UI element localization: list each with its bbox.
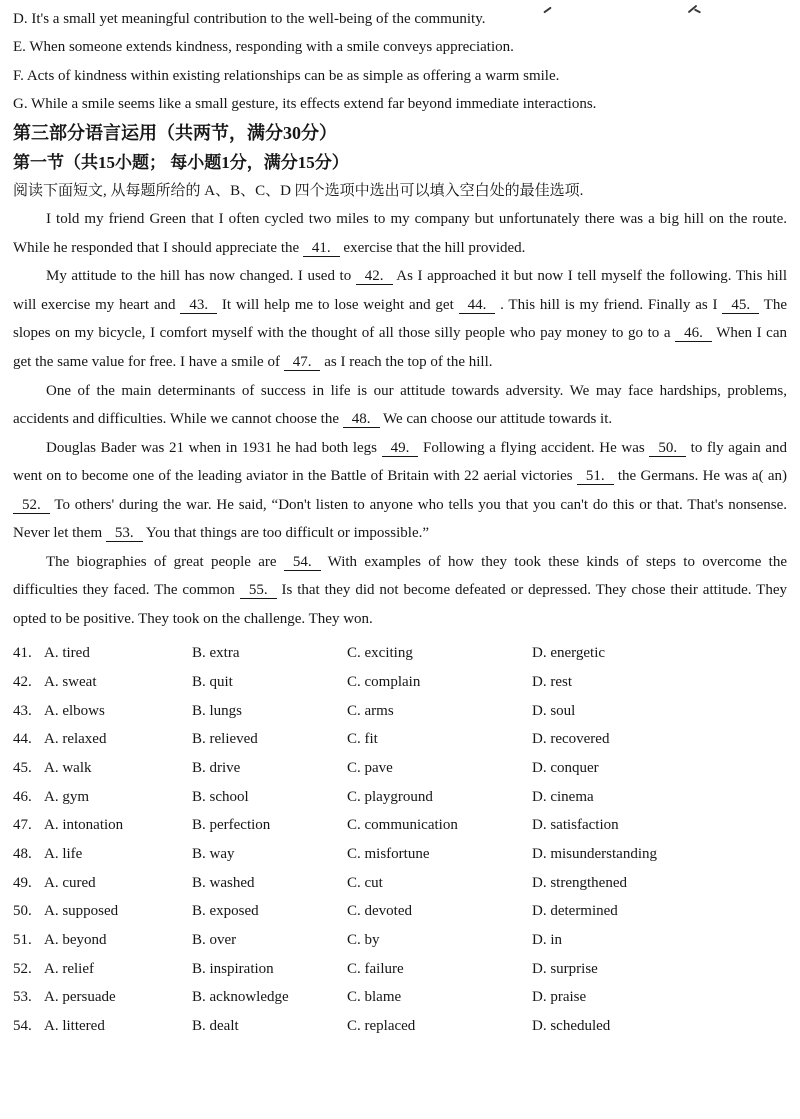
option-number: 48. (13, 846, 32, 863)
option-choice-c: C. blame (347, 989, 402, 1006)
option-row (13, 639, 787, 668)
cloze-blank: 44. (459, 297, 496, 314)
option-choice-a: A. relief (44, 960, 94, 977)
option-number: 44. (13, 731, 32, 748)
prev-option-line: G. While a smile seems like a small gesture, its effects extend far beyond immediate interactions. (13, 96, 597, 113)
option-choice-b: B. exposed (192, 903, 259, 920)
cloze-blank: 42. (356, 268, 393, 285)
option-choice-d: D. satisfaction (532, 817, 619, 834)
option-choice-d: D. in (532, 931, 562, 948)
option-choice-b: B. acknowledge (192, 989, 289, 1006)
option-choice-b: B. school (192, 788, 249, 805)
option-choice-c: C. playground (347, 788, 433, 805)
option-row (13, 869, 787, 898)
option-choice-a: A. gym (44, 788, 89, 805)
option-number: 53. (13, 989, 32, 1006)
option-number: 45. (13, 760, 32, 777)
option-row (13, 955, 787, 984)
option-row (13, 668, 787, 697)
option-choice-b: B. way (192, 846, 235, 863)
option-number: 43. (13, 702, 32, 719)
option-choice-c: C. replaced (347, 1017, 416, 1034)
cloze-blank: 47. (284, 354, 321, 371)
cloze-blank: 51. (577, 468, 614, 485)
prev-option-line: E. When someone extends kindness, responding with a smile conveys appreciation. (13, 39, 514, 56)
option-choice-d: D. determined (532, 903, 618, 920)
option-choice-b: B. drive (192, 760, 241, 777)
option-choice-a: A. tired (44, 645, 90, 662)
option-choice-a: A. persuade (44, 989, 116, 1006)
cloze-blank: 48. (343, 411, 380, 428)
option-choice-d: D. conquer (532, 760, 599, 777)
option-number: 51. (13, 931, 32, 948)
option-choice-d: D. soul (532, 702, 576, 719)
option-choice-c: C. communication (347, 817, 458, 834)
cloze-blank: 54. (284, 554, 321, 571)
option-choice-c: C. arms (347, 702, 394, 719)
option-choice-c: C. complain (347, 674, 421, 691)
cloze-blank: 41. (303, 240, 340, 257)
part-heading: 第三部分语言运用（共两节，满分30分） (13, 122, 337, 143)
option-choice-d: D. cinema (532, 788, 594, 805)
option-choice-a: A. sweat (44, 674, 97, 691)
option-choice-d: D. strengthened (532, 874, 627, 891)
option-number: 46. (13, 788, 32, 805)
option-choice-c: C. pave (347, 760, 393, 777)
option-choice-d: D. energetic (532, 645, 606, 662)
option-choice-a: A. littered (44, 1017, 105, 1034)
option-number: 52. (13, 960, 32, 977)
cloze-blank: 46. (675, 325, 712, 342)
option-row (13, 1012, 787, 1041)
prev-option-line: F. Acts of kindness within existing relationships can be as simple as offering a warm smile. (13, 67, 560, 84)
option-number: 47. (13, 817, 32, 834)
cloze-instructions: 阅读下面短文, 从每题所给的 A、B、C、D 四个选项中选出可以填入空白处的最佳选项. (13, 182, 584, 199)
option-row (13, 754, 787, 783)
node-heading: 第一节（共15小题； 每小题1分，满分15分） (13, 152, 349, 172)
options-table (13, 639, 787, 1040)
option-choice-a: A. beyond (44, 931, 107, 948)
option-choice-c: C. by (347, 931, 380, 948)
option-choice-b: B. lungs (192, 702, 243, 719)
cloze-blank: 45. (722, 297, 759, 314)
option-choice-a: A. walk (44, 760, 92, 777)
option-choice-b: B. extra (192, 645, 240, 662)
option-number: 42. (13, 674, 32, 691)
option-choice-a: A. intonation (44, 817, 124, 834)
option-number: 41. (13, 645, 32, 662)
cloze-blank: 55. (240, 582, 277, 599)
option-choice-a: A. cured (44, 874, 96, 891)
option-number: 54. (13, 1017, 32, 1034)
option-choice-a: A. elbows (44, 702, 105, 719)
passage (13, 205, 787, 633)
passage-paragraph: Douglas Bader was 21 when in 1931 he had both legs 49. Following a flying accident. He was 50. to fly again and went on to become one of the leading aviator in the Battle of Britain with 22 aerial victories 51. the Germans. He was a( an) 52. To others' during the war. He said, “Don't listen to anyone who tells you that you can't do this or that. That's nonsense. Never let them 53. You that things are too difficult or impossible.” (13, 439, 787, 542)
option-choice-a: A. life (44, 846, 83, 863)
option-row (13, 697, 787, 726)
option-choice-c: C. misfortune (347, 846, 430, 863)
option-choice-c: C. cut (347, 874, 383, 891)
option-choice-c: C. fit (347, 731, 378, 748)
option-choice-c: C. failure (347, 960, 404, 977)
cloze-blank: 43. (180, 297, 217, 314)
option-number: 50. (13, 903, 32, 920)
option-row (13, 840, 787, 869)
passage-paragraph: The biographies of great people are 54. With examples of how they took these kinds of steps to overcome the difficulties they faced. The common 55. Is that they did not become defeated or depressed. They chose their attitude. They opted to be positive. They took on the challenge. They won. (13, 553, 787, 627)
option-choice-c: C. exciting (347, 645, 413, 662)
option-row (13, 926, 787, 955)
option-choice-d: D. rest (532, 674, 572, 691)
option-choice-c: C. devoted (347, 903, 412, 920)
option-choice-d: D. praise (532, 989, 587, 1006)
option-choice-d: D. scheduled (532, 1017, 611, 1034)
option-choice-d: D. recovered (532, 731, 610, 748)
option-choice-b: B. relieved (192, 731, 258, 748)
passage-paragraph: My attitude to the hill has now changed. I used to 42. As I approached it but now I tell myself the following. This hill will exercise my heart and 43. It will help me to lose weight and get 44. . This hill is my friend. Finally as I 45. The slopes on my bicycle, I comfort myself with the thought of all those silly people who pay money to go to a 46. When I can get the same value for free. I have a smile of 47. as I reach the top of the hill. (13, 268, 788, 370)
option-choice-b: B. washed (192, 874, 255, 891)
cloze-blank: 49. (382, 440, 419, 457)
cloze-blank: 53. (106, 525, 143, 542)
option-choice-b: B. over (192, 931, 237, 948)
passage-paragraph: One of the main determinants of success in life is our attitude towards adversity. We may face hardships, problems, accidents and difficulties. While we cannot choose the 48. We can choose our attitude towards it. (13, 382, 787, 428)
option-number: 49. (13, 874, 32, 891)
option-choice-a: A. supposed (44, 903, 119, 920)
option-row (13, 811, 787, 840)
option-row (13, 983, 787, 1012)
option-choice-d: D. surprise (532, 960, 598, 977)
cloze-blank: 52. (13, 497, 50, 514)
option-choice-a: A. relaxed (44, 731, 107, 748)
option-choice-b: B. inspiration (192, 960, 274, 977)
option-row (13, 725, 787, 754)
passage-paragraph: I told my friend Green that I often cycled two miles to my company but unfortunately there was a big hill on the route. While he responded that I should appreciate the 41. exercise that the hill provided. (13, 211, 787, 256)
prev-options (13, 5, 787, 119)
cloze-blank: 50. (649, 440, 686, 457)
option-row (13, 897, 787, 926)
option-choice-b: B. quit (192, 674, 233, 691)
option-choice-d: D. misunderstanding (532, 846, 657, 863)
prev-option-line: D. It's a small yet meaningful contribution to the well-being of the community. (13, 11, 486, 27)
option-row (13, 783, 787, 812)
option-choice-b: B. perfection (192, 817, 271, 834)
option-choice-b: B. dealt (192, 1017, 239, 1034)
